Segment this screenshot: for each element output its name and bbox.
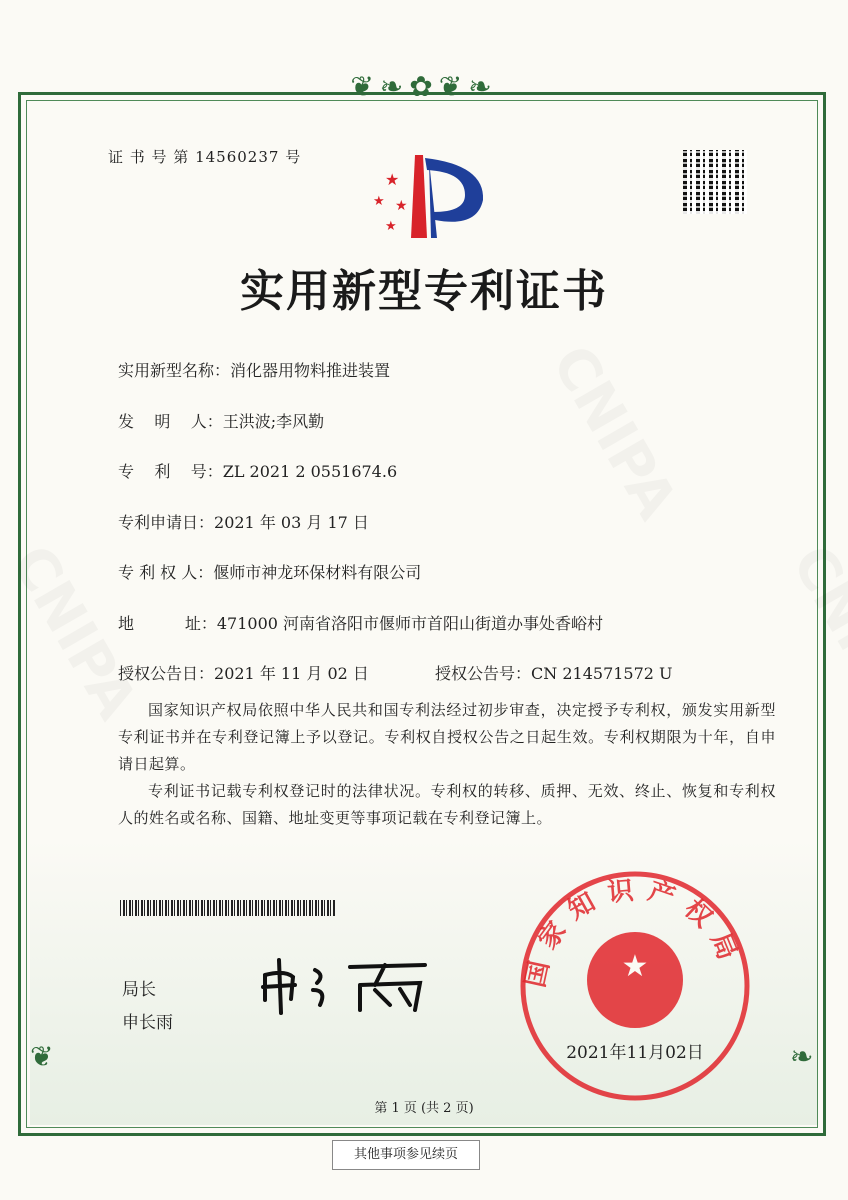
svg-text:★: ★ xyxy=(385,219,397,234)
field-value: 471000 河南省洛阳市偃师市首阳山街道办事处香峪村 xyxy=(216,614,604,633)
page-number: 第 1 页 (共 2 页) xyxy=(374,1101,474,1116)
body-paragraph: 国家知识产权局依照中华人民共和国专利法经过初步审查，决定授予专利权，颁发实用新型专利证书并在专利登记簿上予以登记。专利权自授权公告之日起生效。专利权期限为十年，自申请日起算。 xyxy=(118,701,776,773)
field-publication-number xyxy=(435,661,673,684)
corner-ornament-icon: ❦ xyxy=(30,1040,54,1073)
field-value: 王洪波;李风勤 xyxy=(222,412,325,431)
qr-code xyxy=(683,150,747,214)
field-label: 授权公告日： xyxy=(118,664,215,683)
field-grant-date xyxy=(118,661,369,684)
field-value: 消化器用物料推进装置 xyxy=(230,361,391,380)
field-inventors xyxy=(118,409,324,432)
field-address xyxy=(118,611,603,634)
certificate-number: 证 书 号 第 14560237 号 xyxy=(108,148,302,166)
continuation-note: 其他事项参见续页 xyxy=(332,1140,480,1170)
official-seal xyxy=(517,868,753,1104)
field-value: 偃师市神龙环保材料有限公司 xyxy=(213,563,422,582)
field-application-date xyxy=(118,510,369,533)
field-value: 2021 年 03 月 17 日 xyxy=(214,513,369,532)
svg-text:★: ★ xyxy=(621,949,649,984)
field-label: 发 明 人： xyxy=(118,412,223,431)
signatory-name: 申长雨 xyxy=(122,1013,173,1033)
field-value: CN 214571572 U xyxy=(531,664,673,683)
field-label: 地 址： xyxy=(118,614,217,633)
body-paragraph: 专利证书记载专利权登记时的法律状况。专利权的转移、质押、无效、终止、恢复和专利权人的姓名或名称、国籍、地址变更等事项记载在专利登记簿上。 xyxy=(118,782,776,827)
field-value: 2021 年 11 月 02 日 xyxy=(214,664,369,683)
field-patent-number xyxy=(118,459,397,482)
svg-text:★: ★ xyxy=(395,198,408,214)
field-label: 授权公告号： xyxy=(435,664,532,683)
svg-text:★: ★ xyxy=(385,170,400,189)
certificate-body xyxy=(118,697,776,832)
field-label: 实用新型名称： xyxy=(118,361,231,380)
field-utility-model-name xyxy=(118,358,390,381)
svg-text:国家知识产权局: 国家知识产权局 xyxy=(520,874,747,991)
certificate-title: 实用新型专利证书 xyxy=(240,266,608,317)
corner-ornament-icon: ❧ xyxy=(790,1040,814,1073)
field-label: 专 利 号： xyxy=(118,462,223,481)
field-value: ZL 2021 2 0551674.6 xyxy=(222,462,398,481)
field-label: 专 利 权 人： xyxy=(118,563,214,582)
field-label: 专利申请日： xyxy=(118,513,215,532)
barcode xyxy=(120,900,335,916)
handwritten-signature xyxy=(255,955,440,1015)
top-ornament-icon: ❦❧✿❦❧ xyxy=(350,70,498,103)
signatory-title: 局长 xyxy=(122,980,156,1000)
svg-text:★: ★ xyxy=(373,194,385,209)
field-patentee xyxy=(118,560,421,583)
seal-date: 2021年11月02日 xyxy=(566,1043,704,1063)
cnipa-logo-icon xyxy=(365,150,490,240)
